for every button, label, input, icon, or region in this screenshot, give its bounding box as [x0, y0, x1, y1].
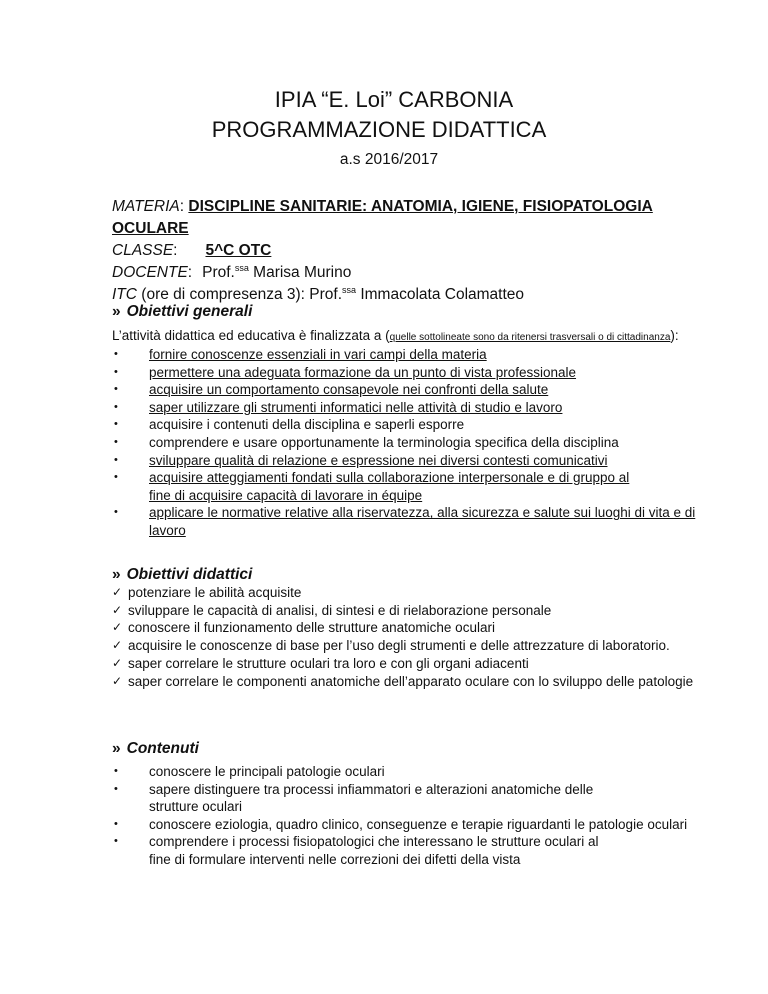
- list-item: • acquisire i contenuti della disciplina e saperli esporre: [112, 416, 702, 434]
- list-item: • conoscere eziologia, quadro clinico, conseguenze e terapie riguardanti le patologie oculari: [112, 816, 692, 834]
- checkmark-icon: ✓: [112, 638, 123, 653]
- section-marker-icon: »: [112, 740, 121, 757]
- list-item: • comprendere i processi fisiopatologici che interessano le strutture oculari al fine di formulare interventi nelle correzioni dei difetti della vista: [112, 833, 619, 868]
- docente-label: DOCENTE: [112, 264, 188, 281]
- school-year: a.s 2016/2017: [339, 151, 439, 168]
- list-item: • comprendere e usare opportunamente la terminologia specifica della disciplina: [112, 434, 702, 452]
- obiettivi-generali-list: [112, 346, 702, 540]
- docente-row: DOCENTE: Prof.$^{ssa}$ Marisa Murino: [112, 262, 352, 281]
- checkmark-icon: ✓: [112, 585, 123, 599]
- list-item: • sapere distinguere tra processi infiammatori e alterazioni anatomiche delle strutture oculari: [112, 781, 619, 816]
- materia-row: MATERIA: DISCIPLINE SANITARIE: ANATOMIA, IGIENE, FISIOPATOLOGIA OCULARE: [112, 198, 653, 237]
- checkmark-icon: ✓: [112, 655, 123, 670]
- obiettivi-generali-heading: [112, 303, 252, 321]
- checkmark-icon: ✓: [112, 620, 123, 635]
- list-item: • fornire conoscenze essenziali in vari campi della materia: [112, 346, 702, 364]
- obiettivi-didattici-list: [112, 584, 702, 690]
- checkmark-icon: ✓: [112, 602, 123, 617]
- docente-prefix: Prof.: [202, 264, 235, 281]
- course-info: [112, 196, 712, 306]
- classe-value: 5^C OTC: [205, 242, 272, 259]
- list-item: ✓ conoscere il funzionamento delle strutture anatomiche oculari: [112, 620, 495, 636]
- intro-end: ):: [670, 328, 679, 343]
- document-header: [0, 85, 768, 172]
- list-item: ✓ acquisire le conoscenze di base per l’uso degli strumenti e delle attrezzature di laboratorio.: [112, 638, 670, 654]
- section-marker-icon: »: [112, 566, 121, 583]
- list-item: ✓ saper correlare le strutture oculari tra loro e con gli organi adiacenti: [112, 655, 529, 671]
- list-item: ✓ saper correlare le componenti anatomiche dell’apparato oculare con lo sviluppo delle patologie: [112, 673, 694, 689]
- list-item: ✓ sviluppare le capacità di analisi, di sintesi e di rielaborazione personale: [112, 602, 552, 618]
- materia-label: MATERIA: [112, 198, 180, 215]
- list-item: • sviluppare qualità di relazione e espressione nei diversi contesti comunicativi: [112, 452, 702, 470]
- obiettivi-didattici-heading: [112, 566, 252, 584]
- section-title: Contenuti: [126, 740, 199, 757]
- document-title: PROGRAMMAZIONE DIDATTICA: [211, 117, 547, 142]
- contenuti-heading: [112, 740, 199, 758]
- list-item: • saper utilizzare gli strumenti informatici nelle attività di studio e lavoro: [112, 399, 702, 417]
- checkmark-icon: ✓: [112, 673, 123, 688]
- school-title: IPIA “E. Loi” CARBONIA: [274, 87, 514, 112]
- list-item: • conoscere le principali patologie oculari: [112, 763, 692, 781]
- section-title: Obiettivi didattici: [126, 566, 253, 583]
- itc-paren: (ore di compresenza 3): Prof.: [141, 286, 343, 303]
- list-item: • acquisire un comportamento consapevole nei confronti della salute: [112, 381, 702, 399]
- list-item: ✓ potenziare le abilità acquisite: [112, 585, 302, 600]
- list-item: • acquisire atteggiamenti fondati sulla collaborazione interpersonale e di gruppo al fine di acquisire capacità di lavorare in équipe: [112, 469, 639, 504]
- obiettivi-generali-intro: [112, 327, 732, 347]
- materia-value: DISCIPLINE SANITARIE: ANATOMIA, IGIENE, FISIOPATOLOGIA OCULARE: [112, 198, 653, 237]
- classe-label: CLASSE: [112, 242, 174, 259]
- itc-sup: ssa: [342, 284, 357, 295]
- section-title: Obiettivi generali: [126, 303, 253, 320]
- docente-name: Marisa Murino: [253, 264, 352, 281]
- intro-note: quelle sottolineate sono da ritenersi trasversali o di cittadinanza: [389, 332, 671, 343]
- itc-label: ITC: [112, 286, 137, 303]
- itc-name: Immacolata Colamatteo: [360, 286, 525, 303]
- list-item: • applicare le normative relative alla riservatezza, alla sicurezza e salute sui luoghi di vita e di lavoro: [112, 504, 702, 539]
- list-item: • permettere una adeguata formazione da un punto di vista professionale: [112, 364, 702, 382]
- contenuti-list: [112, 763, 692, 869]
- section-marker-icon: »: [112, 303, 121, 320]
- classe-row: CLASSE: 5^C OTC: [112, 242, 272, 259]
- docente-sup: ssa: [234, 262, 249, 273]
- intro-text: L’attività didattica ed educativa è finalizzata a (: [112, 328, 390, 343]
